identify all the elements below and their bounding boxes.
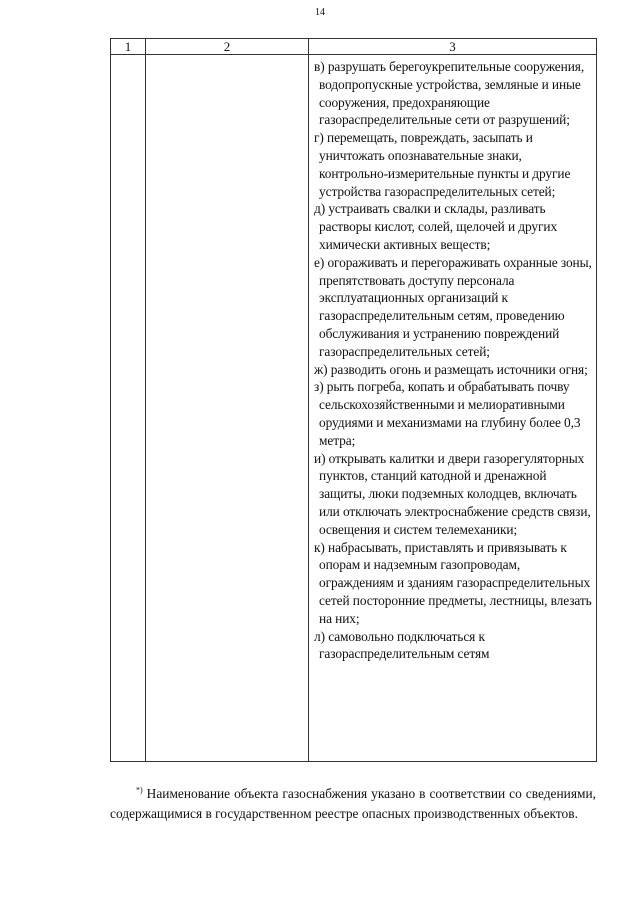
list-item: и) открывать калитки и двери газорегуляторных пунктов, станций катодной и дренажной защиты, люки подземных колодцев, включать или отключать электроснабжение средств связи, освещения и систем телемеханики; xyxy=(314,450,591,537)
list-item: д) устраивать свалки и склады, разливать растворы кислот, солей, щелочей и других химически активных веществ; xyxy=(314,201,558,252)
page-number: 14 xyxy=(315,7,325,18)
column-header-1: 1 xyxy=(111,39,146,55)
restrictions-table xyxy=(110,38,597,762)
footnote xyxy=(110,784,596,824)
column-header-2: 2 xyxy=(146,39,309,55)
list-item: ж) разводить огонь и размещать источники огня; xyxy=(314,361,588,377)
list-item: в) разрушать берегоукрепительные сооружения, водопропускные устройства, земляные и иные сооружения, предохраняющие газораспределительные сети от разрушений; xyxy=(314,59,585,128)
list-item: л) самовольно подключаться к газораспределительным сетям xyxy=(314,628,490,662)
list-item: е) огораживать и перегораживать охранные зоны, препятствовать доступу персонала эксплуатационных организаций к газораспределительным сетям, проведению обслуживания и устранению повреждений газораспределительных сетей; xyxy=(314,254,592,359)
list-item: к) набрасывать, приставлять и привязывать к опорам и надземным газопроводам, ограждениям и зданиям газораспределительных сетей посторонние предметы, лестницы, влезать на них; xyxy=(314,539,592,626)
empty-cell-col2 xyxy=(146,55,309,762)
table-row xyxy=(111,55,597,762)
table-header-row xyxy=(111,39,597,55)
empty-cell-col1 xyxy=(111,55,146,762)
column-header-3: 3 xyxy=(309,39,597,55)
footnote-marker: *) xyxy=(136,785,143,795)
list-item: г) перемещать, повреждать, засыпать и уничтожать опознавательные знаки, контрольно-измерительные пункты и другие устройства газораспределительных сетей; xyxy=(314,130,571,199)
footnote-text: Наименование объекта газоснабжения указано в соответствии со сведениями, содержащимися в государственном реестре опасных производственных объектов. xyxy=(110,786,596,821)
restrictions-list-cell xyxy=(309,55,597,762)
list-item: з) рыть погреба, копать и обрабатывать почву сельскохозяйственными и мелиоративными орудиями и механизмами на глубину более 0,3 метра; xyxy=(314,379,581,448)
